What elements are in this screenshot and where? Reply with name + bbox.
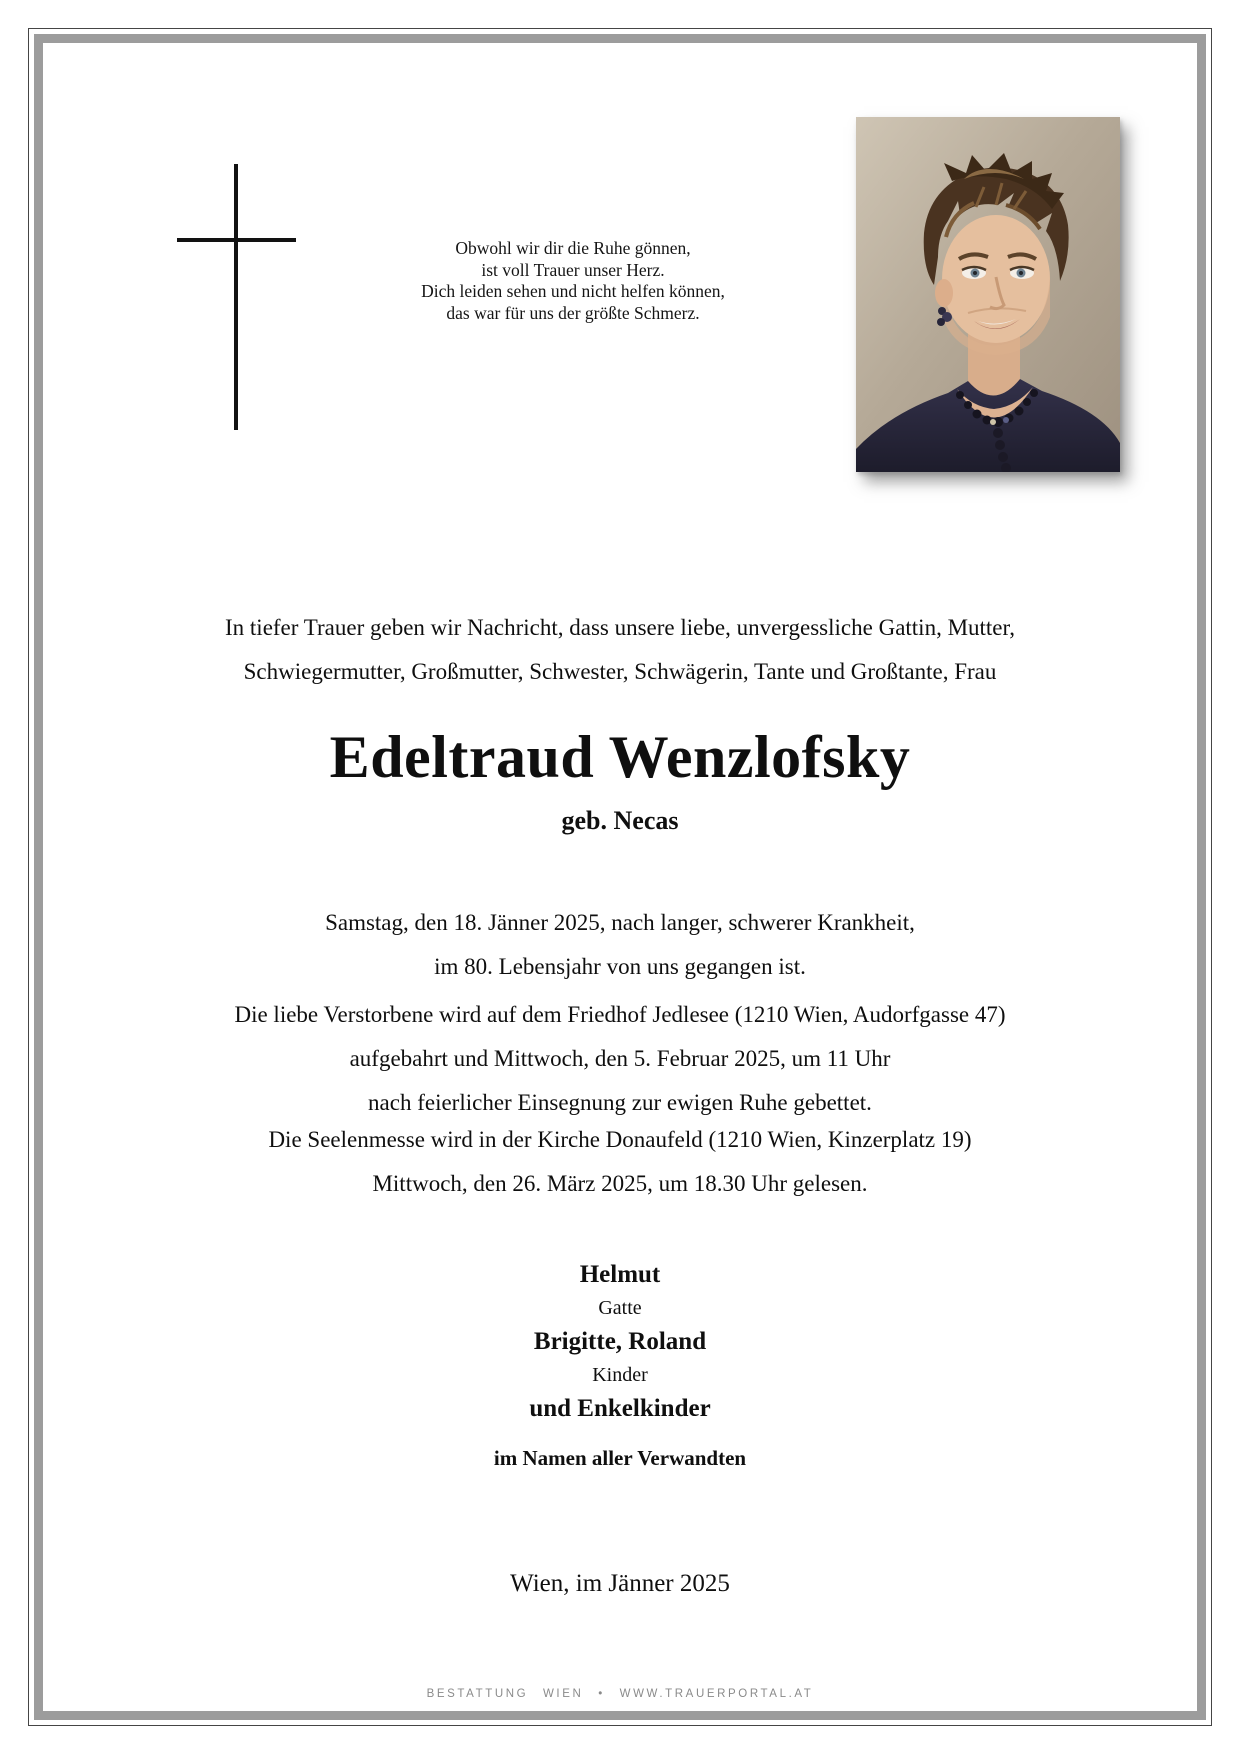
cross-horizontal-bar [177, 238, 296, 242]
mourner-name: Helmut [579, 1261, 661, 1288]
footer-credit: BESTATTUNG WIEN • WWW.TRAUERPORTAL.AT [426, 1688, 814, 1700]
announcement-text: In tiefer Trauer geben wir Nachricht, dass unsere liebe, unvergessliche Gattin, Mutter, Schwiegermutter, Großmutter, Schwester, Schwägerin, Tante und Großtante, Frau [225, 615, 1015, 684]
burial-details: Die liebe Verstorbene wird auf dem Friedhof Jedlesee (1210 Wien, Audorfgasse 47) aufgebahrt und Mittwoch, den 5. Februar 2025, um 11 Uhr nach feierlicher Einsegnung zur ewigen Ruhe gebettet. [234, 1002, 1006, 1115]
deceased-name: Edeltraud Wenzlofsky [329, 724, 911, 790]
maiden-name: geb. Necas [561, 806, 679, 835]
mourner-relation: Kinder [592, 1364, 648, 1386]
cross-vertical-bar [234, 164, 238, 430]
portrait-illustration [856, 117, 1120, 472]
memorial-verse: Obwohl wir dir die Ruhe gönnen, ist voll Trauer unser Herz. Dich leiden sehen und nicht helfen können, das war für uns der größte Schmerz. [421, 238, 725, 323]
mourner-name: und Enkelkinder [529, 1395, 711, 1422]
mourners-list [0, 1260, 1240, 1424]
mass-details: Die Seelenmesse wird in der Kirche Donaufeld (1210 Wien, Kinzerplatz 19) Mittwoch, den 26. März 2025, um 18.30 Uhr gelesen. [268, 1127, 972, 1196]
closing-note: im Namen aller Verwandten [493, 1446, 747, 1470]
mourner-name: Brigitte, Roland [533, 1328, 707, 1355]
mourner-relation: Gatte [598, 1297, 642, 1319]
place-and-date: Wien, im Jänner 2025 [510, 1570, 730, 1597]
death-details: Samstag, den 18. Jänner 2025, nach langer, schwerer Krankheit, im 80. Lebensjahr von uns gegangen ist. [325, 910, 915, 979]
portrait-photo [856, 117, 1120, 472]
